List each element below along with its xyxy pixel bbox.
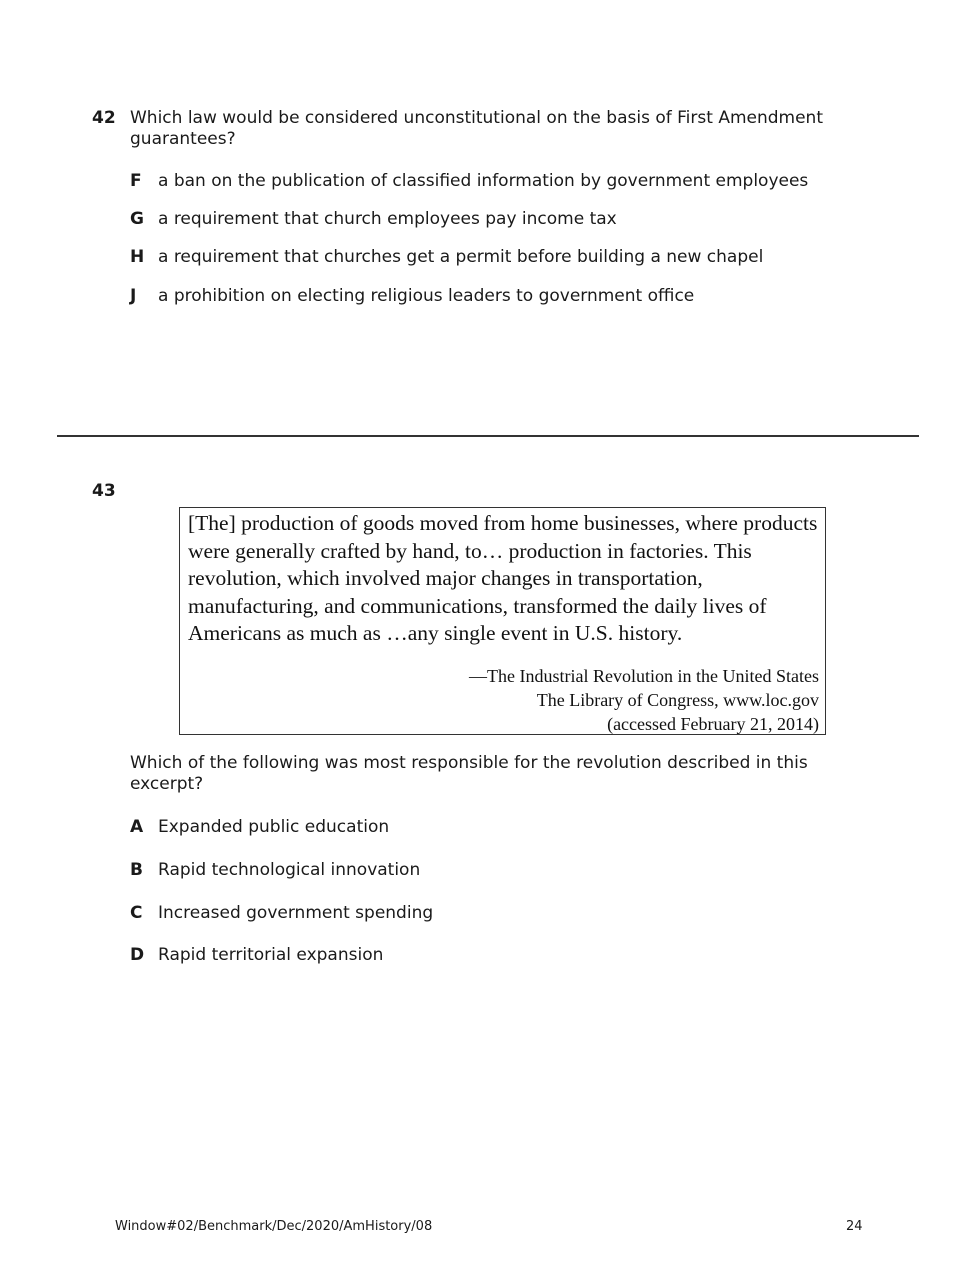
option-text: Rapid technological innovation — [158, 860, 421, 880]
section-divider — [57, 435, 919, 437]
option-text: a requirement that church employees pay income tax — [158, 209, 617, 229]
answer-option-b[interactable] — [130, 860, 420, 881]
footer-page-number: 24 — [846, 1219, 863, 1234]
answer-option-h[interactable] — [130, 247, 763, 268]
answer-option-g[interactable] — [130, 209, 617, 230]
answer-option-a[interactable] — [130, 817, 389, 838]
question-stem: Which of the following was most responsible for the revolution described in this excerpt? — [130, 753, 808, 794]
citation-accessed: (accessed February 21, 2014) — [607, 714, 819, 734]
question-stem: Which law would be considered unconstitutional on the basis of First Amendment guarantees? — [130, 108, 823, 149]
option-letter: B — [130, 860, 143, 880]
option-text: Increased government spending — [158, 903, 434, 923]
question-number: 42 — [92, 108, 116, 128]
answer-option-d[interactable] — [130, 945, 383, 966]
excerpt-text: [The] production of goods moved from home businesses, where products were generally crafted by hand, to… production in factories. This revolution, which involved major changes in transportation, manufacturing, and communications, transformed the daily lives of Americans as much as …any single event in U.S. history. — [188, 511, 818, 645]
question-number: 43 — [92, 481, 116, 501]
option-letter: J — [130, 286, 137, 306]
answer-option-c[interactable] — [130, 903, 433, 924]
option-letter: D — [130, 945, 145, 965]
option-letter: G — [130, 209, 144, 229]
option-text: a requirement that churches get a permit before building a new chapel — [158, 247, 764, 267]
option-letter: H — [130, 247, 145, 267]
option-text: a prohibition on electing religious leaders to government office — [158, 286, 695, 306]
option-text: a ban on the publication of classified information by government employees — [158, 171, 809, 191]
citation-title: —The Industrial Revolution in the United States — [469, 666, 819, 686]
answer-option-f[interactable] — [130, 171, 808, 192]
citation-publisher: The Library of Congress, www.loc.gov — [536, 690, 819, 710]
excerpt-box — [179, 507, 826, 735]
option-text: Expanded public education — [158, 817, 390, 837]
answer-option-j[interactable] — [130, 286, 694, 307]
excerpt-citation — [469, 664, 819, 736]
option-letter: A — [130, 817, 144, 837]
footer-document-id: Window#02/Benchmark/Dec/2020/AmHistory/08 — [115, 1219, 433, 1234]
option-letter: F — [130, 171, 142, 191]
option-letter: C — [130, 903, 143, 923]
option-text: Rapid territorial expansion — [158, 945, 384, 965]
